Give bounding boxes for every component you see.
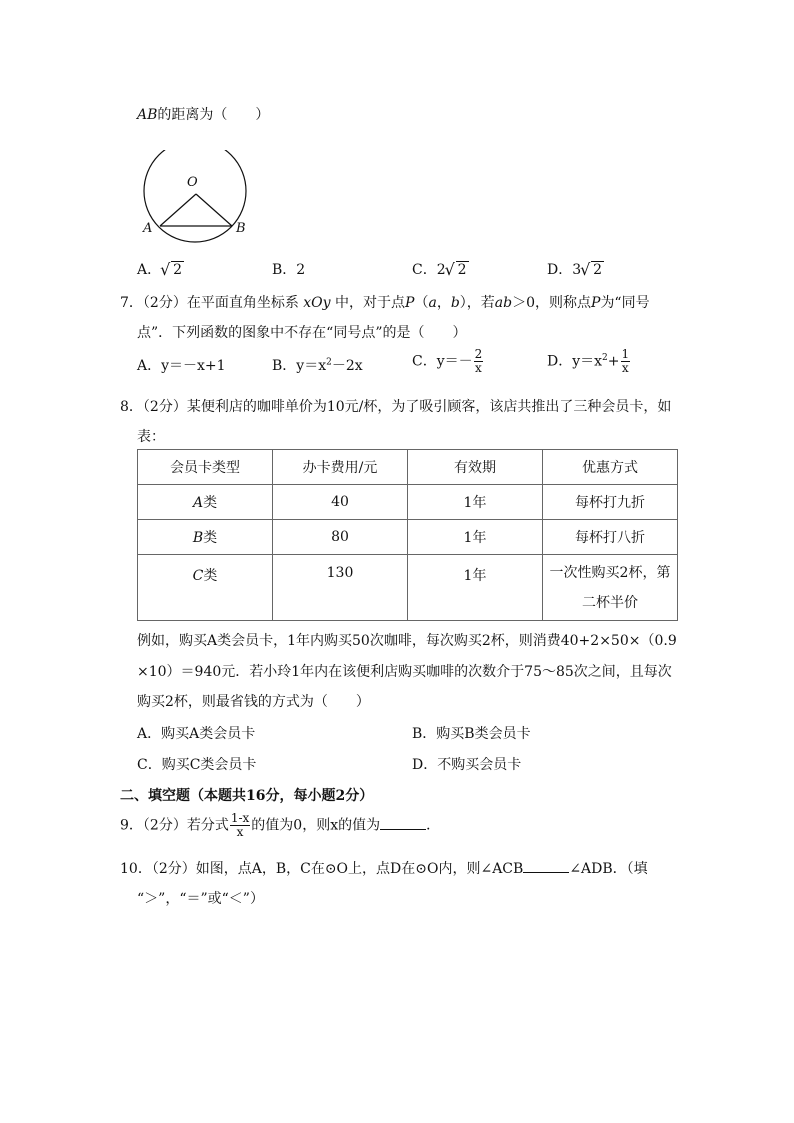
q10-stem-line2: “＞”，“＝”或“＜”） xyxy=(137,891,264,907)
table-cell: 80 xyxy=(273,520,408,555)
table-cell: 40 xyxy=(273,485,408,520)
table-header: 会员卡类型 xyxy=(138,450,273,485)
q8-option-a[interactable]: A．购买A类会员卡 xyxy=(137,726,256,742)
q8-option-c[interactable]: C．购买C类会员卡 xyxy=(137,757,257,773)
table-cell: 1年 xyxy=(408,485,543,520)
q8-option-d[interactable]: D．不购买会员卡 xyxy=(412,757,522,773)
q6-option-d[interactable]: D．3√ 2 xyxy=(547,259,604,279)
table-cell: 1年 xyxy=(408,520,543,555)
sqrt: √ 2 xyxy=(581,262,604,278)
q7-option-a[interactable]: A．y＝－x+1 xyxy=(137,358,226,374)
label-o: O xyxy=(187,175,198,190)
table-cell: 每杯打八折 xyxy=(543,520,678,555)
table-cell: 130 xyxy=(273,555,408,621)
q7-option-c[interactable]: C．y＝－ $\frac{2}{x}$ xyxy=(412,347,483,375)
table-cell: C类 xyxy=(138,555,273,621)
q9-stem: 9．（2分）若分式 $\frac{1-x}{x}$ 的值为0，则x的值为 ． xyxy=(120,811,441,839)
sqrt: √ 2 xyxy=(446,262,469,278)
fraction: $\frac{1-x}{x}$ xyxy=(230,811,250,839)
table-header: 有效期 xyxy=(408,450,543,485)
fraction: $\frac{2}{x}$ xyxy=(474,347,483,375)
q7-option-d[interactable]: D．$y=x^2+$ $\frac{1}{x}$ xyxy=(547,347,630,375)
answer-blank[interactable] xyxy=(523,858,569,873)
q8-example-line3: 购买2杯，则最省钱的方式为（ ） xyxy=(137,694,370,710)
q8-example-line1: 例如，购买A类会员卡，1年内购买50次咖啡，每次购买2杯，则消费40+2×50×（0.9 xyxy=(137,633,677,649)
q8-option-b[interactable]: B．购买B类会员卡 xyxy=(412,726,531,742)
table-header-row xyxy=(138,450,678,485)
q6-option-b[interactable]: B．2 xyxy=(272,262,306,278)
q7-option-b[interactable]: B．$y=x^2-2x$ xyxy=(272,357,363,374)
q6-stem: AB的距离为（ ） xyxy=(137,107,270,123)
label-b: B xyxy=(236,221,246,236)
membership-table xyxy=(137,449,678,621)
q7-stem-line2: 点”．下列函数的图象中不存在“同号点”的是（ ） xyxy=(137,325,467,341)
circle-o xyxy=(144,150,246,242)
table-row xyxy=(138,555,678,621)
q8-example-line2: ×10）＝940元．若小玲1年内在该便利店购买咖啡的次数介于75～85次之间，且每次 xyxy=(137,664,672,680)
table-header: 优惠方式 xyxy=(543,450,678,485)
q7-stem-line1: 7．（2分）在平面直角坐标系 xOy 中，对于点P（a，b），若ab＞0，则称点P为“同号 xyxy=(120,295,650,311)
segment-ob xyxy=(196,194,232,226)
section-heading: 二、填空题（本题共16分，每小题2分） xyxy=(120,788,374,804)
table-cell: 一次性购买2杯，第 二杯半价 xyxy=(543,555,678,621)
q8-stem-line2: 表： xyxy=(137,429,165,445)
answer-blank[interactable] xyxy=(380,815,426,830)
table-cell: 每杯打九折 xyxy=(543,485,678,520)
label-a: A xyxy=(143,221,153,236)
fraction: $\frac{1}{x}$ xyxy=(621,347,630,375)
table-header: 办卡费用/元 xyxy=(273,450,408,485)
table-cell: B类 xyxy=(138,520,273,555)
q6-option-a[interactable]: A．√ 2 xyxy=(137,259,184,279)
table-cell: A类 xyxy=(138,485,273,520)
segment-oa xyxy=(160,194,196,226)
table-row xyxy=(138,485,678,520)
sqrt: √ 2 xyxy=(161,262,184,278)
q8-stem-line1: 8．（2分）某便利店的咖啡单价为10元/杯，为了吸引顾客，该店共推出了三种会员卡，如 xyxy=(120,399,672,415)
q6-option-c[interactable]: C．2√ 2 xyxy=(412,259,469,279)
table-cell: 1年 xyxy=(408,555,543,621)
table-row xyxy=(138,520,678,555)
q10-stem-line1: 10．（2分）如图，点A，B，C在⊙O上，点D在⊙O内，则∠ACB ∠ADB．（填 xyxy=(120,858,648,878)
